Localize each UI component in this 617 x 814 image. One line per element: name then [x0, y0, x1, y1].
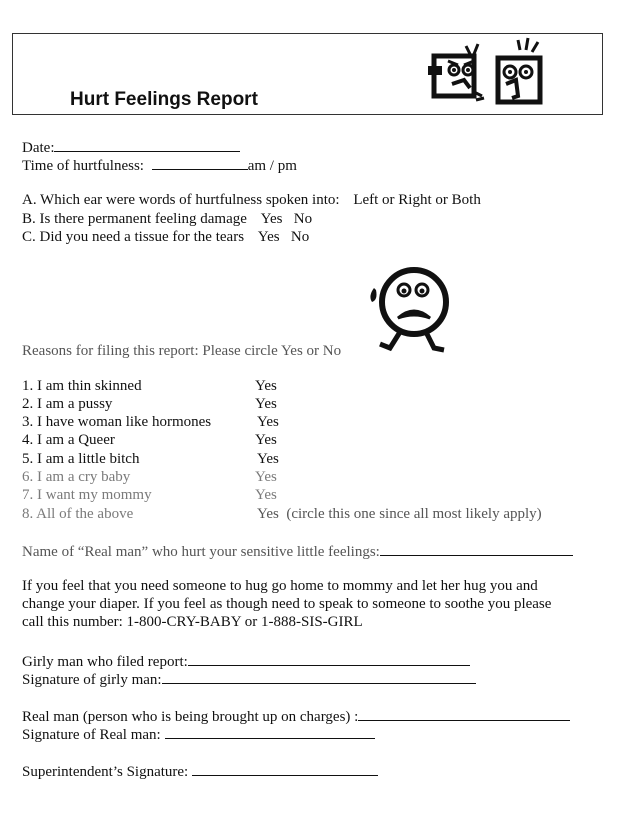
- date-label: Date:: [22, 140, 55, 156]
- time-blank[interactable]: [152, 155, 248, 170]
- crying-face-icon: [360, 262, 460, 358]
- list-item-answer: Yes: [255, 487, 277, 503]
- question-b-answer: Yes No: [260, 211, 313, 227]
- question-a-text: A. Which ear were words of hurtfulness spoken into:: [22, 192, 340, 208]
- filed-by-label: Girly man who filed report:: [22, 654, 188, 670]
- list-item: 8. All of the above: [22, 506, 134, 522]
- paragraph-line-1: If you feel that you need someone to hug go home to mommy and let her hug you and: [22, 578, 538, 594]
- question-c-answer: Yes No: [257, 229, 310, 245]
- girly-signature-row: [22, 669, 476, 689]
- real-man-label: Real man (person who is being brought up on charges) :: [22, 709, 359, 725]
- real-man-signature-label: Signature of Real man:: [22, 727, 161, 743]
- question-b: [22, 210, 312, 228]
- paragraph-line-2: change your diaper. If you feel as though need to speak to someone to soothe you please: [22, 596, 552, 612]
- filed-by-row: [22, 651, 470, 671]
- real-man-name-label: Name of “Real man” who hurt your sensitive little feelings:: [22, 544, 380, 560]
- list-item: 3. I have woman like hormones: [22, 414, 212, 430]
- list-item-answer: Yes: [257, 451, 279, 467]
- list-item: 7. I want my mommy: [22, 487, 152, 503]
- list-item-answer: Yes: [255, 378, 277, 394]
- list-item-answer: Yes: [255, 396, 277, 412]
- question-c-text: C. Did you need a tissue for the tears: [22, 229, 245, 245]
- date-blank[interactable]: [54, 137, 240, 152]
- question-a-answer: Left or Right or Both: [353, 192, 481, 208]
- list-item: 1. I am thin skinned: [22, 378, 142, 394]
- real-man-blank[interactable]: [358, 706, 570, 721]
- girly-signature-label: Signature of girly man:: [22, 672, 162, 688]
- superintendent-blank[interactable]: [192, 761, 378, 776]
- list-item: 4. I am a Queer: [22, 432, 115, 448]
- time-row: [22, 155, 297, 175]
- list-item-answer: Yes: [257, 414, 279, 430]
- list-item: 5. I am a little bitch: [22, 451, 140, 467]
- list-item: 6. I am a cry baby: [22, 469, 131, 485]
- list-item-answer: Yes: [255, 469, 277, 485]
- real-man-signature-row: [22, 724, 375, 744]
- question-c: [22, 228, 309, 246]
- paragraph-line-3: call this number: 1-800-CRY-BABY or 1-888-SIS-GIRL: [22, 614, 363, 630]
- superintendent-label: Superintendent’s Signature:: [22, 764, 189, 780]
- time-suffix: am / pm: [247, 158, 297, 174]
- real-man-signature-blank[interactable]: [165, 724, 375, 739]
- date-row: [22, 137, 240, 157]
- girly-signature-blank[interactable]: [162, 669, 476, 684]
- page-title: Hurt Feelings Report: [70, 89, 258, 110]
- list-item-answer: Yes (circle this one since all most likely apply): [257, 506, 542, 522]
- real-man-row: [22, 706, 570, 726]
- filed-by-blank[interactable]: [188, 651, 470, 666]
- real-man-name-blank[interactable]: [380, 541, 573, 556]
- question-a: [22, 191, 481, 209]
- question-b-text: B. Is there permanent feeling damage: [22, 211, 247, 227]
- list-item-answer: Yes: [255, 432, 277, 448]
- time-label: Time of hurtfulness:: [22, 158, 144, 174]
- angry-faces-icon: [426, 36, 550, 110]
- reasons-heading: Reasons for filing this report: Please circle Yes or No: [22, 343, 342, 359]
- list-item: 2. I am a pussy: [22, 396, 113, 412]
- real-man-name-row: [22, 541, 573, 561]
- superintendent-row: [22, 761, 378, 781]
